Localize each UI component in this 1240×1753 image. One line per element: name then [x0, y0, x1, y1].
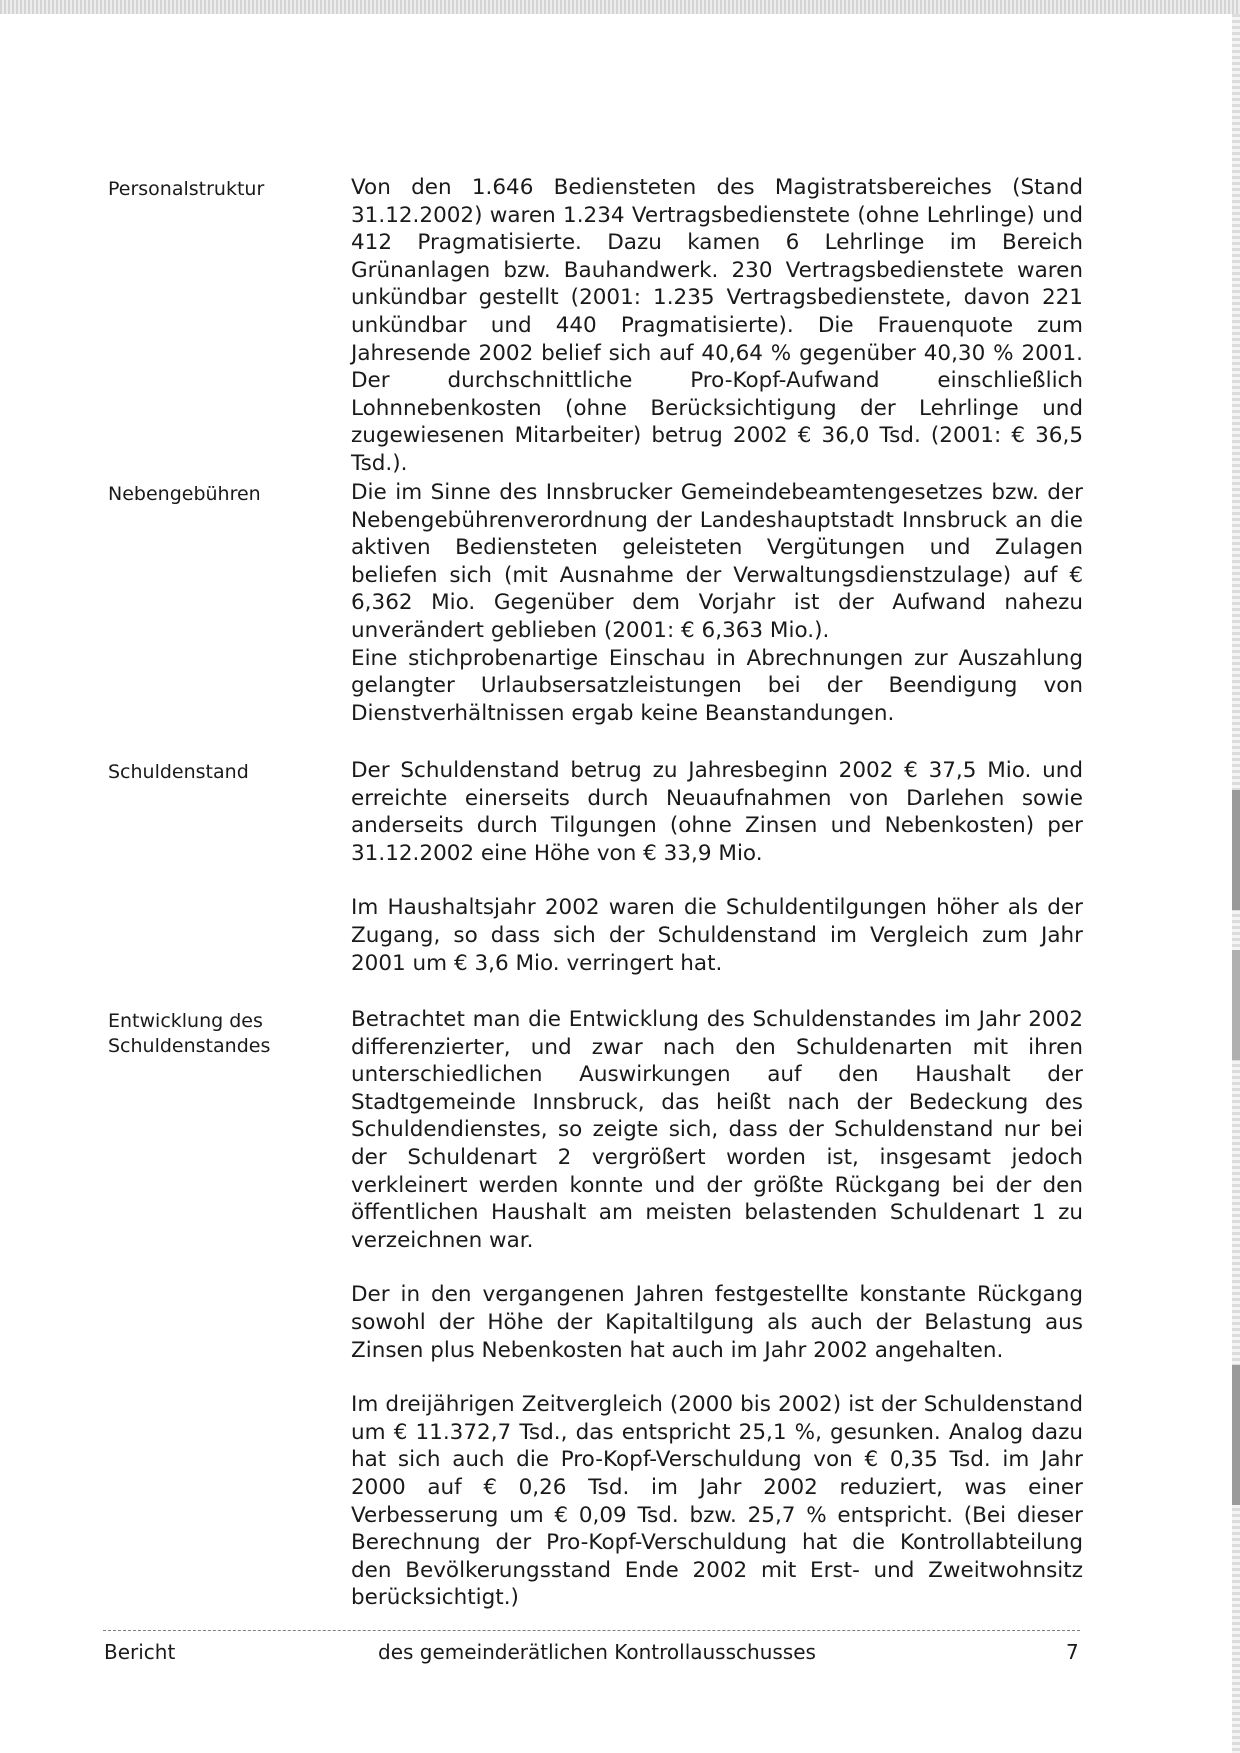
paragraph: Von den 1.646 Bediensteten des Magistratsbereiches (Stand 31.12.2002) waren 1.234 Vertragsbedienstete (ohne Lehrlinge) und 412 Pragmatisierte. Dazu kamen 6 Lehrlinge im Bereich Grünanlagen bzw. Bauhandwerk. 230 Vertragsbedienstete waren unkündbar gestellt (2001: 1.235 Vertragsbedienstete, davon 221 unkündbar und 440 Pragmatisierte). Die Frauenquote zum Jahresende 2002 belief sich auf 40,64 % gegenüber 40,30 % 2001. Der durchschnittliche Pro-Kopf-Aufwand einschließlich Lohnnebenkosten (ohne Berücksichtigung der Lehrlinge und zugewiesenen Mitarbeiter) betrug 2002 € 36,0 Tsd. (2001: € 36,5 Tsd.).: [351, 175, 1083, 476]
paragraph: Der Schuldenstand betrug zu Jahresbeginn 2002 € 37,5 Mio. und erreichte einerseits durch Neuaufnahmen von Darlehen sowie anderseits durch Tilgungen (ohne Zinsen und Nebenkosten) per 31.12.2002 eine Höhe von € 33,9 Mio.: [351, 758, 1083, 866]
paragraph: Im dreijährigen Zeitvergleich (2000 bis 2002) ist der Schuldenstand um € 11.372,7 Tsd., das entspricht 25,1 %, gesunken. Analog dazu hat sich auch die Pro-Kopf-Verschuldung von € 0,35 Tsd. im Jahr 2000 auf € 0,26 Tsd. im Jahr 2002 reduziert, was einer Verbesserung um € 0,09 Tsd. bzw. 25,7 % entspricht. (Bei dieser Berechnung der Pro-Kopf-Verschuldung hat die Kontrollabteilung den Bevölkerungsstand Ende 2002 mit Erst- und Zweitwohnsitz berücksichtigt.): [351, 1392, 1083, 1611]
section-body: [351, 479, 1083, 727]
paragraph: Eine stichprobenartige Einschau in Abrechnungen zur Auszahlung gelangter Urlaubsersatzleistungen bei der Beendigung von Dienstverhältnissen ergab keine Beanstandungen.: [351, 645, 1083, 726]
page-number: 7: [1066, 1640, 1079, 1664]
paragraph: Betrachtet man die Entwicklung des Schuldenstandes im Jahr 2002 differenzierter, und zwar nach den Schuldenarten mit ihren unterschiedlichen Auswirkungen auf den Haushalt der Stadtgemeinde Innsbruck, das heißt nach der Bedeckung des Schuldendienstes, so zeigte sich, dass der Schuldenstand nur bei der Schuldenart 2 vergrößert worden ist, insgesamt jedoch verkleinert werden konnte und der größte Rückgang bei der den öffentlichen Haushalt am meisten belastenden Schuldenart 1 zu verzeichnen war.: [351, 1007, 1083, 1253]
footer-divider: [103, 1630, 1080, 1631]
footer-center: des gemeinderätlichen Kontrollausschusses: [378, 1640, 816, 1664]
margin-label: Entwicklung des Schuldenstandes: [108, 1010, 271, 1057]
scan-shadow: [1232, 790, 1240, 910]
margin-label: Personalstruktur: [108, 178, 265, 200]
scan-shadow: [1232, 950, 1240, 1060]
scan-edge-top: [0, 0, 1240, 14]
margin-label: Nebengebühren: [108, 483, 261, 505]
paragraph: Im Haushaltsjahr 2002 waren die Schuldentilgungen höher als der Zugang, so dass sich der Schuldenstand im Vergleich zum Jahr 2001 um € 3,6 Mio. verringert hat.: [351, 895, 1083, 976]
footer-left: Bericht: [104, 1640, 176, 1664]
section-body: [351, 757, 1083, 977]
section-body: [351, 1006, 1083, 1612]
margin-label: Schuldenstand: [108, 761, 249, 783]
paragraph: Der in den vergangenen Jahren festgestellte konstante Rückgang sowohl der Höhe der Kapitaltilgung als auch der Belastung aus Zinsen plus Nebenkosten hat auch im Jahr 2002 angehalten.: [351, 1282, 1083, 1363]
section-body: [351, 174, 1083, 478]
paragraph: Die im Sinne des Innsbrucker Gemeindebeamtengesetzes bzw. der Nebengebührenverordnung der Landeshauptstadt Innsbruck an die aktiven Bediensteten geleisteten Vergütungen und Zulagen beliefen sich (mit Ausnahme der Verwaltungsdienstzulage) auf € 6,362 Mio. Gegenüber dem Vorjahr ist der Aufwand nahezu unverändert geblieben (2001: € 6,363 Mio.).: [351, 480, 1083, 643]
scan-shadow: [1232, 1365, 1240, 1505]
